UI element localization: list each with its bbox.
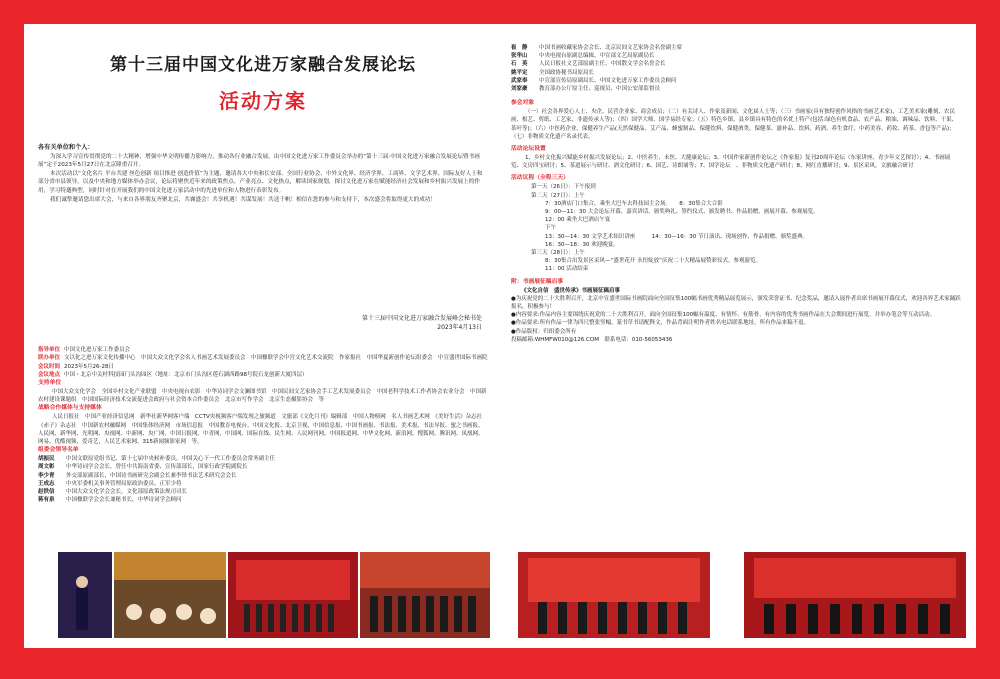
- roster-item: 石 英 人民日报社文艺部原副主任、中国散文学会名誉会长: [511, 61, 666, 68]
- info-row: 联办单位 文以化之进万家文化传播中心 中国大众文化学会名人书画艺术发展委员会 中国楹联学会中宫文化艺术交流院 作家报社 中国华夏新创作论坛组委会 中宣盛世国际书画院: [38, 355, 488, 362]
- schedule-list: [511, 183, 961, 273]
- appendix-title: 《文化自信 盛世传承》书画展征稿启事: [521, 287, 621, 294]
- schedule-item: 13：30—14：30 文学艺术知识讲座 14：30—16：30 节日演出、现场创作、作品捐赠、颁奖盛典。: [545, 233, 808, 240]
- appendix-bullet: ●作品版权：归组委会所有: [511, 328, 577, 335]
- agenda-text: 1、乡村文化振兴赋能乡村振兴发展论坛；2、中医养生、未医、大健康论坛；3、中国作家新创作论坛之《作家报》复刊20周年论坛（东家讲座、青少年文艺探讨）；4、书画展览、文房四宝研讨；5、茶道展示与研讨、酒文化研讨；6、国艺、诗朗诵等；7、国学论坛 、非物质文化遗产研讨；8、网红直播研讨；9、景区采风，文旅融合研讨: [511, 155, 951, 170]
- roster-list: [38, 455, 488, 504]
- roster-item: 李少青 外交部原副部长、中国诗书画研究会副会长兼李铎书法艺术研究会会长: [38, 472, 237, 479]
- event-info: [38, 346, 488, 379]
- appendix-heading: 附：书画展征稿启事: [511, 278, 564, 285]
- roster-item: 姚平定 全国政协秘书局原局长: [511, 69, 595, 76]
- participants-heading: 参会对象: [511, 100, 535, 107]
- intro-paragraph: 我们诚挚邀请您出席大会，与来自各界朋友齐聚北京，共襄盛会！共享机遇！共谋发展！共送千帆！相信在您的参与和支持下，本次盛会将取得更大的成功！: [50, 196, 436, 203]
- support-heading: 支持单位: [38, 379, 62, 386]
- signature-org: 第十三届中国文化进万家融合发展峰会秘书处: [361, 315, 482, 323]
- info-row: 会议时间 2023年5月26-28日: [38, 363, 114, 370]
- photo-strip-left: [58, 552, 490, 638]
- roster-item: 周文彰 中华诗词学会会长，曾任中共海南省委、宣传部部长，国家行政学院副院长: [38, 464, 248, 471]
- agenda-heading: 活动论坛设置: [511, 146, 546, 153]
- roster-item: 崔 静 中国书画收藏家协会会长、北京民间文艺家协会名誉副主席: [511, 45, 683, 51]
- signature: [38, 314, 488, 332]
- roster-item: 王成志 中央军委机关事务管理局原政治委员、正军少将: [38, 480, 182, 487]
- roster-heading: 组委会领导名单: [38, 447, 79, 454]
- greeting: 各有关单位和个人：: [38, 144, 94, 151]
- roster-item: 赵铁信 中国大众文化学会会长，文化部原政策法规司司长: [38, 489, 188, 495]
- brochure-page: [24, 24, 976, 648]
- appendix-bullet: ●为庆祝党的二十大胜利召开，北京中宣盛世国际书画院面向全国征集100幅书画优秀精品展览展示，颁发荣誉证书、纪念奖品，邀请入展作者出席书画展开幕仪式，欢迎各界艺术家踊跃报名，积极参与！: [511, 295, 961, 311]
- roster-list-continued: [511, 44, 961, 93]
- roster-item: 胡振民 中国文联原党组书记、第十七届中央候补委员，中国关心下一代工作委员会常务副主任: [38, 456, 276, 463]
- intro-paragraph: 本次活动以“文化名片 平台共建 丝色创新 项目推进 创造价值”为主题，邀请各大中央和长安部、全国行业协会、中外文化界、经济学界、工商界、文学艺术界、国际友好人士和部分省市县领导，以及中央和地方媒体举办会议，论坛将聚焦近年来的政策焦点、产业亮点、文化热点，解读国家规划，探讨文化进万家在赋能经济社会发展和乡村振兴发展上的作用，学习特邀典型，同时针对在开展我们的中国文化进万家活动中的先进单位和人物进行表彰发布。: [38, 170, 483, 194]
- contact-line: 投稿邮箱:WHMFW010@126.COM 联系电话：010-56053436: [511, 336, 673, 343]
- schedule-item: 7：30酒店门口集合，乘坐大巴车去科技园主会场。 8：30集合大合影: [545, 200, 723, 207]
- main-title: 第十三届中国文化进万家融合发展论坛: [110, 55, 416, 75]
- invitation-letter: [38, 144, 488, 204]
- schedule-item: 下午: [545, 225, 557, 232]
- roster-item: 蒋有泉 中国楹联学会会长兼秘书长，中华诗词学会顾问: [38, 497, 182, 504]
- intro-paragraph: 为深入学习宣传贯彻党的二十大精神，增强中华文明传播力影响力，推动各行业融合发展。由中国文化进万家工作委员会举办的“第十三届·中国文化进万家融合发展论坛暨书画展”定于2023年5月27日在北京隆重召开。: [38, 153, 480, 169]
- photo-strip-right: [518, 552, 966, 638]
- schedule-item: 12：00 乘坐大巴酒店午宴: [545, 217, 611, 224]
- schedule-item: 8：30集合出发景区采风—“盛世花开 永恒绽放”庆祝二十大精品展赞彩仪式。参观游览。: [545, 258, 761, 265]
- appendix-bullet: ●内容要求:作品内容主要围绕庆祝党的二十大胜利召开，面向全国征集100幅有温度、有情怀、有筋骨、有内容的优秀书画作品在大会期间进行展览，并举办笔会等互动活动。: [511, 312, 936, 319]
- media-heading: 战略合作媒体与支持媒体: [38, 405, 102, 412]
- appendix-bullet: ●作品要求:所有作品一律为四尺整张竖幅，篆书草书请配释文，作品背面注明作者姓名电话联系地址，所有作品来稿不退。: [511, 320, 810, 327]
- schedule-item: 16：30—18：30 欢迎晚宴。: [545, 241, 619, 248]
- left-column: [38, 30, 488, 504]
- roster-item: 武家奉 中宣部宣传局原副局长、中国文化进万家工作委员会顾问: [511, 77, 677, 84]
- participants-text: （一）社会各界爱心人士、央企、民营企业家、商会成员；（二）有关诗人、作家及新闻、文化届人士等；（三）书画家(具有独特创作风格的书画艺术家)、工艺美术家(雕刻、农民画、根艺、剪纸、工艺家、非遗传承人等)；（四）国学大师、国学易经专家；（五）特色乡镇、县乡镇具有特色的名优土特产(包括:绿色有机食品、农产品、粮油、调味品、饮料、干果、茶叶等)；（六）中医药企业、保健养生产品(天然保健品、艾产品、蜂蜜制品、保健饮料、保健酒类、保健茶、滋补品、饮料、药酒、养生食疗、中药美容、药妆、药茶、香包等产品)；（七）非物质文化遗产名录代表。: [511, 109, 958, 140]
- right-column: [511, 30, 961, 344]
- support-text: 中国大众文化学会 全国乡村文化产业联盟 中央电视台农影 中华诗词学会文澜图书馆 中国民间文艺家协会手工艺术发展委员会 中国老科学技术工作者协会农业分会 中国新农村建设课题组 中国国际经济技术交流促进会政府与社会资本合作委员会 北京市写作学会 北京生态摄影协会 等: [38, 388, 487, 404]
- roster-item: 刘家豪 教育部办公厅原主任、巡视员、中国公安部监督员: [511, 86, 661, 93]
- signature-date: 2023年4月13日: [437, 324, 482, 332]
- schedule-item: 第三天（28日）：上午: [531, 250, 585, 257]
- schedule-item: 第二天（27日）：上午: [531, 192, 585, 199]
- schedule-item: 9：00—11：30 大会论坛开幕、嘉宾讲话、颁奖典礼、签约仪式、颁发聘书、作品捐赠、画展开幕、参观展览。: [545, 209, 819, 216]
- schedule-heading: 活动议程（全程三天）: [511, 175, 569, 182]
- roster-item: 张华山 中央电视台原副总编辑、中宣部文艺局原副局长: [511, 53, 655, 60]
- media-text: 人民日报社 中国产业经济信息网 新华社新华网客户端 CCTV央视频客户端发现之旅频道 文旅部《文化月刊》编辑部 中国人物榜网 名人书画艺术网 《美好生活》杂志社 《赤子》杂志社 中国新农村融媒网 中国集体经济网 市场信息报 中国教育电视台、中国文化报、北京卫视、中国信息报、中国书画报、书法报、美术报、书法导报、蜜之书画报、人民网、新华网、光明网、央视网、中新网、央广网、中国日报网、中青网、中国网、国际在线、民生网、人民网刊网、中国报道网、中华文化网、新浪网、搜狐网、腾讯网、凤凰网、网易、优酷视频、爱奇艺，人民艺术家网、315新闻频影家网 等。: [38, 414, 488, 445]
- info-row: 指导单位 中国文化进万家工作委员会: [38, 347, 131, 354]
- info-row: 会议地点 中国・北京中关村科技园门头沟园区（地址：北京市门头沟区莲石湖西路98号院石龙创新大厦四层）: [38, 371, 308, 378]
- schedule-item: 第一天（26日）：下午报到: [531, 184, 596, 191]
- schedule-item: 11：00 活动结束: [545, 266, 589, 273]
- main-subtitle: 活动方案: [219, 89, 307, 113]
